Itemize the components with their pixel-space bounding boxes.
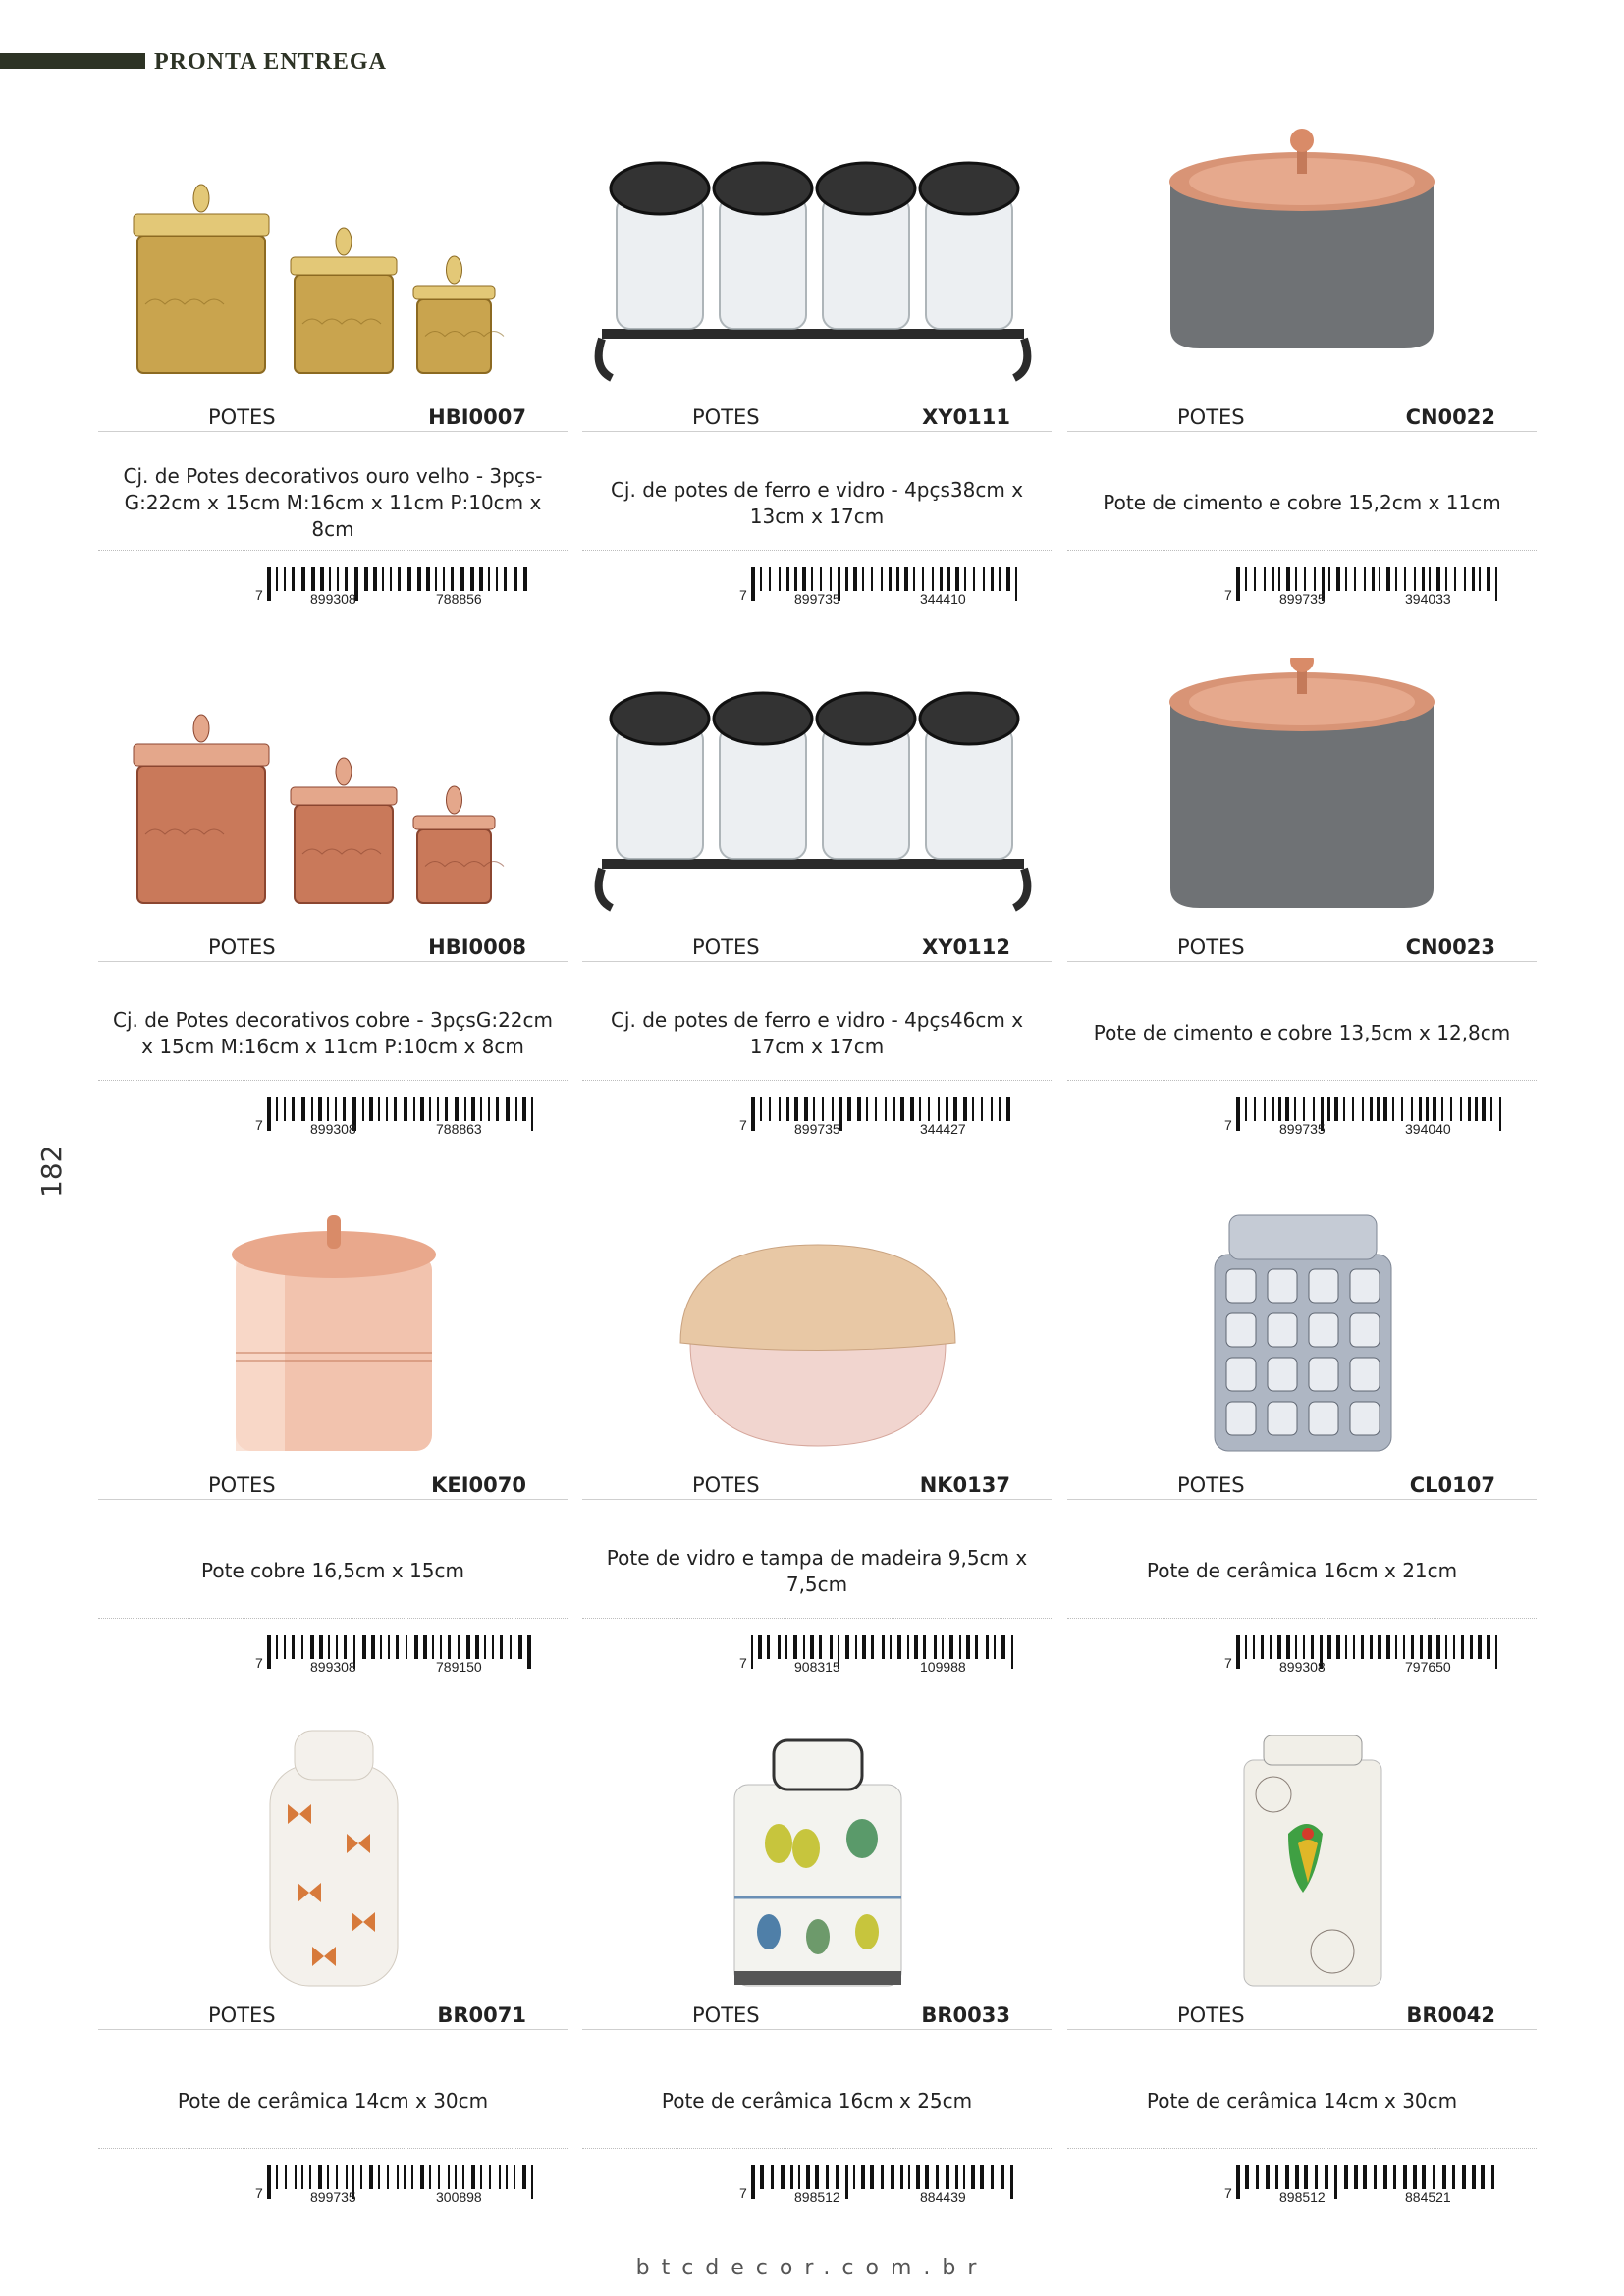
barcode-group-1: 898512: [794, 2189, 840, 2205]
barcode-group-2: 884439: [920, 2189, 966, 2205]
product-category: POTES: [1177, 2003, 1245, 2027]
product-description-box: [582, 456, 1052, 551]
product-category: POTES: [692, 1473, 760, 1497]
product-image: [98, 1726, 568, 1991]
barcode-group-1: 899735: [794, 1121, 840, 1137]
product-description-box: [98, 456, 568, 551]
product-image: [582, 128, 1052, 393]
product-meta-row: [582, 2003, 1052, 2030]
product-image: [582, 658, 1052, 923]
product-barcode: [739, 2165, 1046, 2205]
product-card: [1067, 128, 1537, 638]
product-barcode: [255, 1097, 562, 1137]
product-card: [582, 1726, 1052, 2236]
product-description: Pote de cerâmica 16cm x 25cm: [661, 2089, 973, 2112]
barcode-group-1: 899735: [1279, 591, 1326, 607]
barcode-lead-digit: 7: [255, 2185, 263, 2201]
barcode-group-2: 344410: [920, 591, 966, 607]
product-barcode: [1224, 567, 1531, 607]
product-meta-row: [98, 405, 568, 432]
product-card: [1067, 658, 1537, 1168]
barcode-group-2: 394033: [1405, 591, 1451, 607]
product-description-box: [582, 1524, 1052, 1619]
barcode-group-1: 899735: [794, 591, 840, 607]
product-category: POTES: [208, 405, 276, 429]
product-description: Pote de cerâmica 14cm x 30cm: [177, 2089, 489, 2112]
product-barcode: [739, 567, 1046, 607]
product-barcode: [255, 567, 562, 607]
barcode-group-2: 300898: [436, 2189, 482, 2205]
product-description-box: [98, 987, 568, 1081]
barcode-group-2: 789150: [436, 1659, 482, 1675]
product-description: Cj. de Potes decorativos cobre - 3pçsG:22cm x 15cm M:16cm x 11cm P:10cm x 8cm: [112, 1007, 553, 1058]
product-meta-row: [582, 935, 1052, 962]
barcode-lead-digit: 7: [255, 1655, 263, 1671]
product-card: [582, 128, 1052, 638]
product-card: [582, 1196, 1052, 1706]
barcode-group-2: 394040: [1405, 1121, 1451, 1137]
product-meta-row: [1067, 935, 1537, 962]
product-description-box: [582, 2055, 1052, 2149]
product-description: Pote de cimento e cobre 15,2cm x 11cm: [1103, 491, 1501, 514]
product-image: [98, 1196, 568, 1461]
product-category: POTES: [692, 935, 760, 959]
barcode-group-1: 908315: [794, 1659, 840, 1675]
barcode-group-2: 109988: [920, 1659, 966, 1675]
product-description: Cj. de potes de ferro e vidro - 4pçs38cm x 13cm x 17cm: [610, 477, 1024, 528]
product-card: [98, 658, 568, 1168]
product-description-box: [582, 987, 1052, 1081]
product-description-box: [98, 2055, 568, 2149]
barcode-lead-digit: 7: [739, 1117, 747, 1133]
product-description-box: [1067, 1524, 1537, 1619]
product-meta-row: [98, 1473, 568, 1500]
product-category: POTES: [1177, 1473, 1245, 1497]
footer-site: btcdecor.com.br: [635, 2256, 989, 2280]
barcode-group-1: 899308: [310, 591, 356, 607]
barcode-lead-digit: 7: [255, 587, 263, 603]
product-code: XY0111: [922, 405, 1010, 429]
page-title: PRONTA ENTREGA: [154, 49, 387, 75]
product-category: POTES: [692, 2003, 760, 2027]
barcode-group-2: 884521: [1405, 2189, 1451, 2205]
product-image: [1067, 128, 1537, 393]
product-barcode: [1224, 1097, 1531, 1137]
product-code: BR0042: [1406, 2003, 1495, 2027]
product-card: [582, 658, 1052, 1168]
product-card: [98, 128, 568, 638]
product-barcode: [255, 1635, 562, 1675]
product-image: [98, 128, 568, 393]
product-code: KEI0070: [431, 1473, 526, 1497]
product-code: BR0071: [437, 2003, 526, 2027]
product-barcode: [255, 2165, 562, 2205]
barcode-lead-digit: 7: [1224, 2185, 1232, 2201]
product-category: POTES: [1177, 935, 1245, 959]
barcode-group-2: 344427: [920, 1121, 966, 1137]
product-card: [1067, 1196, 1537, 1706]
header-bar: [0, 53, 145, 69]
product-meta-row: [1067, 405, 1537, 432]
product-image: [1067, 1726, 1537, 1991]
barcode-group-2: 797650: [1405, 1659, 1451, 1675]
product-category: POTES: [208, 2003, 276, 2027]
product-category: POTES: [1177, 405, 1245, 429]
product-category: POTES: [208, 1473, 276, 1497]
product-description: Pote de vidro e tampa de madeira 9,5cm x 7,5cm: [606, 1545, 1028, 1596]
product-description-box: [98, 1524, 568, 1619]
page-number: 182: [35, 1145, 68, 1198]
barcode-group-1: 899308: [1279, 1659, 1326, 1675]
product-description: Pote de cerâmica 16cm x 21cm: [1146, 1559, 1458, 1582]
product-barcode: [739, 1097, 1046, 1137]
product-code: CN0022: [1405, 405, 1495, 429]
product-image: [98, 658, 568, 923]
barcode-group-1: 898512: [1279, 2189, 1326, 2205]
product-code: BR0033: [921, 2003, 1010, 2027]
product-code: CN0023: [1405, 935, 1495, 959]
product-meta-row: [582, 405, 1052, 432]
product-code: HBI0008: [428, 935, 526, 959]
product-barcode: [1224, 1635, 1531, 1675]
product-category: POTES: [692, 405, 760, 429]
product-description: Pote de cerâmica 14cm x 30cm: [1146, 2089, 1458, 2112]
product-card: [1067, 1726, 1537, 2236]
product-barcode: [1224, 2165, 1531, 2205]
product-description: Cj. de potes de ferro e vidro - 4pçs46cm x 17cm x 17cm: [610, 1007, 1024, 1058]
product-meta-row: [582, 1473, 1052, 1500]
barcode-group-1: 899735: [1279, 1121, 1326, 1137]
product-meta-row: [1067, 1473, 1537, 1500]
barcode-group-1: 899735: [310, 2189, 356, 2205]
product-description-box: [1067, 2055, 1537, 2149]
product-image: [1067, 1196, 1537, 1461]
barcode-group-2: 788863: [436, 1121, 482, 1137]
product-description-box: [1067, 456, 1537, 551]
product-description: Pote cobre 16,5cm x 15cm: [201, 1559, 464, 1582]
product-image: [1067, 658, 1537, 923]
product-description: Pote de cimento e cobre 13,5cm x 12,8cm: [1093, 1021, 1511, 1044]
product-barcode: [739, 1635, 1046, 1675]
barcode-group-1: 899308: [310, 1659, 356, 1675]
product-category: POTES: [208, 935, 276, 959]
product-description: Cj. de Potes decorativos ouro velho - 3pçs-G:22cm x 15cm M:16cm x 11cm P:10cm x 8cm: [123, 464, 543, 541]
barcode-lead-digit: 7: [1224, 587, 1232, 603]
product-code: XY0112: [922, 935, 1010, 959]
barcode-lead-digit: 7: [255, 1117, 263, 1133]
barcode-lead-digit: 7: [739, 1655, 747, 1671]
barcode-group-1: 899308: [310, 1121, 356, 1137]
barcode-lead-digit: 7: [739, 2185, 747, 2201]
product-card: [98, 1726, 568, 2236]
product-meta-row: [1067, 2003, 1537, 2030]
barcode-group-2: 788856: [436, 591, 482, 607]
product-image: [582, 1726, 1052, 1991]
barcode-lead-digit: 7: [1224, 1117, 1232, 1133]
product-image: [582, 1196, 1052, 1461]
product-code: NK0137: [919, 1473, 1010, 1497]
product-meta-row: [98, 935, 568, 962]
barcode-lead-digit: 7: [1224, 1655, 1232, 1671]
product-description-box: [1067, 987, 1537, 1081]
product-card: [98, 1196, 568, 1706]
product-code: HBI0007: [428, 405, 526, 429]
product-code: CL0107: [1409, 1473, 1495, 1497]
barcode-lead-digit: 7: [739, 587, 747, 603]
product-meta-row: [98, 2003, 568, 2030]
